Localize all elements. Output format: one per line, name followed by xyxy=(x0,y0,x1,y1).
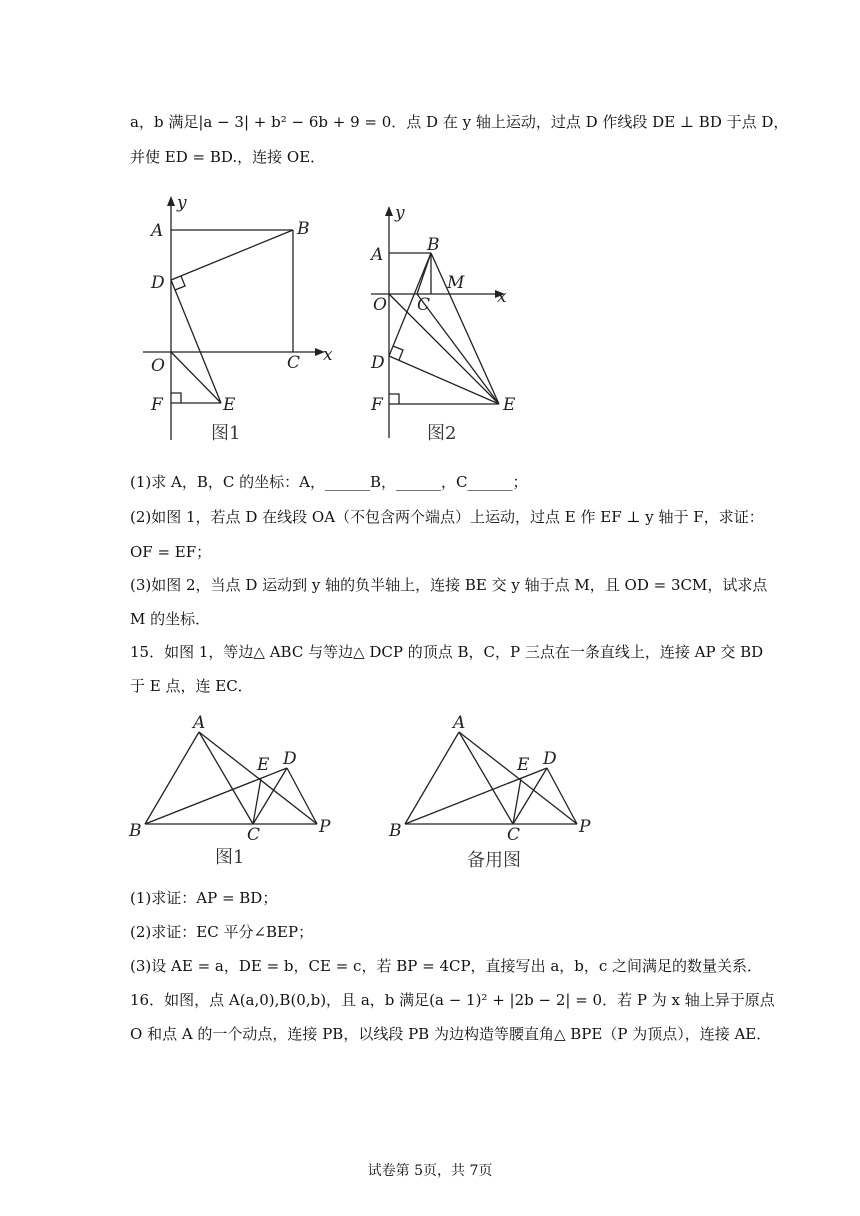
segment-de xyxy=(171,280,221,403)
text-line-13: 16．如图，点 A(a,0),B(0,b)，且 a，b 满足(a − 1)² + |2b − 2| = 0．若 P 为 x 轴上异于原点 xyxy=(130,991,775,1009)
text-line-3: (1)求 A，B，C 的坐标：A，______B，______，C______； xyxy=(130,473,528,491)
segment-be xyxy=(431,253,499,404)
label-b: B xyxy=(297,219,310,239)
text-line-14: O 和点 A 的一个动点，连接 PB，以线段 PB 为边构造等腰直角△ BPE（P 为顶点），连接 AE． xyxy=(130,1025,772,1043)
label-c: C xyxy=(507,825,521,845)
segment-db xyxy=(171,230,293,280)
label-f: F xyxy=(371,395,383,415)
text-line-9: 于 E 点，连 EC． xyxy=(130,677,253,695)
segment-ac xyxy=(199,732,253,824)
figure-2-caption: 图2 xyxy=(427,423,457,444)
label-c: C xyxy=(247,825,261,845)
label-o: O xyxy=(151,356,165,376)
label-d: D xyxy=(543,749,557,769)
label-x: x xyxy=(323,345,333,365)
figure-2 xyxy=(365,198,535,445)
label-d: D xyxy=(151,273,165,293)
label-b: B xyxy=(389,821,402,841)
label-p: P xyxy=(579,817,591,837)
segment-de xyxy=(389,356,499,404)
label-m: M xyxy=(447,273,465,293)
label-a: A xyxy=(151,221,164,241)
text-line-11: (2)求证：EC 平分∠BEP； xyxy=(130,923,314,941)
text-line-4: (2)如图 1，若点 D 在线段 OA（不包含两个端点）上运动，过点 E 作 EF ⊥ y 轴于 F，求证： xyxy=(130,508,764,526)
segment-oe xyxy=(389,294,499,404)
figure-1-caption: 图1 xyxy=(211,423,241,444)
segment-ap xyxy=(199,732,317,824)
segment-ac xyxy=(459,732,513,824)
page-footer: 试卷第 5页，共 7页 xyxy=(367,1163,493,1179)
text-line-7: M 的坐标． xyxy=(130,610,211,628)
label-e: E xyxy=(223,395,236,415)
figure-3 xyxy=(125,708,350,873)
text-line-1: a，b 满足|a − 3| + b² − 6b + 9 = 0．点 D 在 y 轴上运动，过点 D 作线段 DE ⊥ BD 于点 D， xyxy=(130,113,789,131)
figure-3-caption: 图1 xyxy=(215,847,245,868)
label-e: E xyxy=(257,755,270,775)
text-line-10: (1)求证：AP = BD； xyxy=(130,889,278,907)
text-line-6: (3)如图 2，当点 D 运动到 y 轴的负半轴上，连接 BE 交 y 轴于点 M，且 OD = 3CM，试求点 xyxy=(130,576,768,594)
label-d: D xyxy=(283,749,297,769)
text-line-8: 15．如图 1，等边△ ABC 与等边△ DCP 的顶点 B，C，P 三点在一条直线上，连接 AP 交 BD xyxy=(130,643,764,661)
figure-4 xyxy=(385,708,610,873)
label-c: C xyxy=(417,295,431,315)
figure-4-caption: 备用图 xyxy=(467,850,521,871)
right-angle-mark-f xyxy=(171,393,181,403)
label-p: P xyxy=(319,817,331,837)
text-line-5: OF = EF； xyxy=(130,543,212,561)
label-d: D xyxy=(371,353,385,373)
segment-bm xyxy=(417,253,431,294)
segment-ba xyxy=(405,732,459,824)
label-x: x xyxy=(497,287,507,307)
label-a: A xyxy=(453,713,466,733)
label-f: F xyxy=(151,395,163,415)
text-line-2: 并使 ED = BD.，连接 OE． xyxy=(130,148,326,166)
label-c: C xyxy=(287,353,301,373)
label-y: y xyxy=(177,193,187,213)
text-line-12: (3)设 AE = a，DE = b，CE = c，若 BP = 4CP，直接写出 a，b，c 之间满足的数量关系． xyxy=(130,957,763,975)
right-angle-mark-f xyxy=(389,394,399,404)
segment-dp xyxy=(547,768,577,824)
label-b: B xyxy=(129,821,142,841)
segment-oe xyxy=(171,352,221,403)
label-b: B xyxy=(427,235,440,255)
label-e: E xyxy=(503,395,516,415)
label-o: O xyxy=(373,295,387,315)
segment-bd xyxy=(145,768,287,824)
label-a: A xyxy=(371,245,384,265)
segment-bd xyxy=(405,768,547,824)
label-a: A xyxy=(193,713,206,733)
segment-dp xyxy=(287,768,317,824)
segment-ba xyxy=(145,732,199,824)
label-e: E xyxy=(517,755,530,775)
figure-1 xyxy=(135,190,345,445)
segment-ap xyxy=(459,732,577,824)
label-y: y xyxy=(395,203,405,223)
